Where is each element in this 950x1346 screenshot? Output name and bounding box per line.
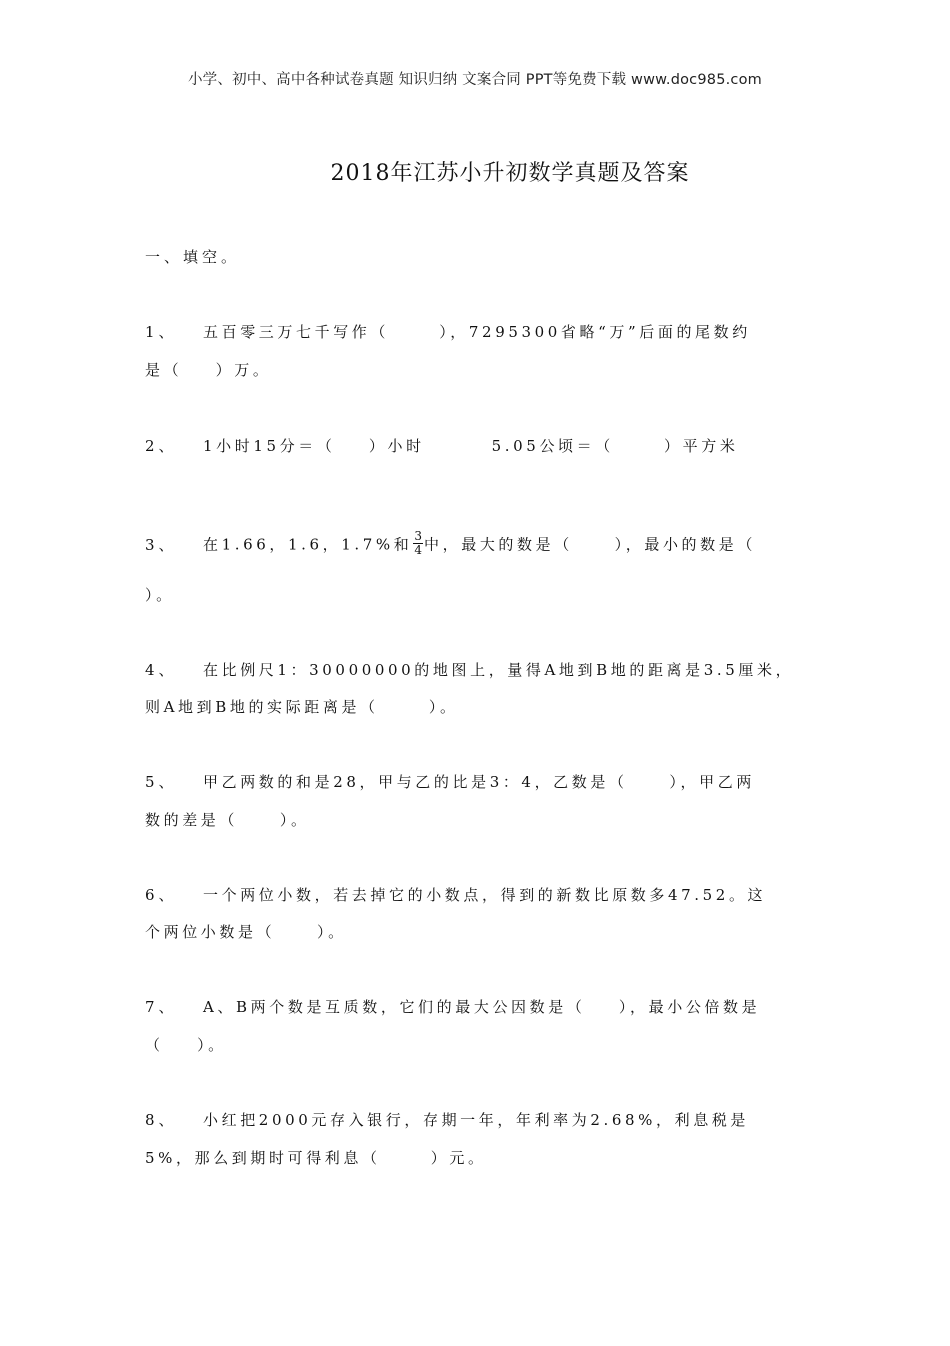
question-1-line-1 [145,322,751,342]
header-banner: 小学、初中、高中各种试卷真题 知识归纳 文案合同 PPT等免费下载 www.doc985.com [187,72,763,88]
question-2-number: 2、 [145,437,178,455]
question-4-text: 在比例尺1：30000000的地图上，量得A地到B地的距离是3.5厘米， [203,661,795,679]
question-6-number: 6、 [145,886,178,904]
question-6-line-2: 个两位小数是（ ）。 [145,923,347,941]
fraction-numerator: 3 [414,529,423,543]
question-5-text: 甲乙两数的和是28，甲与乙的比是3：4，乙数是（ ），甲乙两 [203,773,755,791]
question-6-line-1 [145,885,766,905]
question-8-text: 小红把2000元存入银行，存期一年，年利率为2.68%，利息税是 [203,1111,750,1129]
question-5-line-1 [145,772,755,792]
question-8-line-1 [145,1110,749,1130]
fraction-three-quarters [413,530,423,557]
question-8-line-2: 5%，那么到期时可得利息（ ）元。 [145,1149,487,1167]
question-1-text: 五百零三万七千写作（ ），7295300省略“万”后面的尾数约 [203,323,751,341]
question-4-line-1 [145,660,794,680]
question-7-line-1 [145,997,760,1017]
question-7-number: 7、 [145,998,178,1016]
question-7-line-2: （ ）。 [145,1036,227,1054]
question-8-number: 8、 [145,1111,178,1129]
fraction-denominator: 4 [414,543,423,557]
question-6-text: 一个两位小数，若去掉它的小数点，得到的新数比原数多47.52。这 [203,886,767,904]
question-1-line-2: 是（ ）万。 [145,361,272,379]
section-heading: 一、填空。 [145,248,241,266]
question-4-line-2: 则A地到B地的实际距离是（ ）。 [145,698,459,716]
question-2-line-1 [145,436,738,456]
document-title: 2018年江苏小升初数学真题及答案 [330,161,690,186]
question-5-number: 5、 [145,773,178,791]
question-4-number: 4、 [145,661,178,679]
question-3-number: 3、 [145,535,178,554]
question-3-line-1 [145,529,756,559]
question-3-text-before: 在1.66，1.6，1.7%和 [203,535,413,554]
question-3-line-2: ）。 [145,586,175,604]
question-7-text: A、B两个数是互质数，它们的最大公因数是（ ），最小公倍数是 [203,998,761,1016]
question-1-number: 1、 [145,323,178,341]
question-5-line-2: 数的差是（ ）。 [145,811,310,829]
question-2-text: 1小时15分＝（ ）小时 5.05公顷＝（ ）平方米 [203,437,739,455]
question-3-text-after: 中，最大的数是（ ），最小的数是（ [424,535,756,554]
